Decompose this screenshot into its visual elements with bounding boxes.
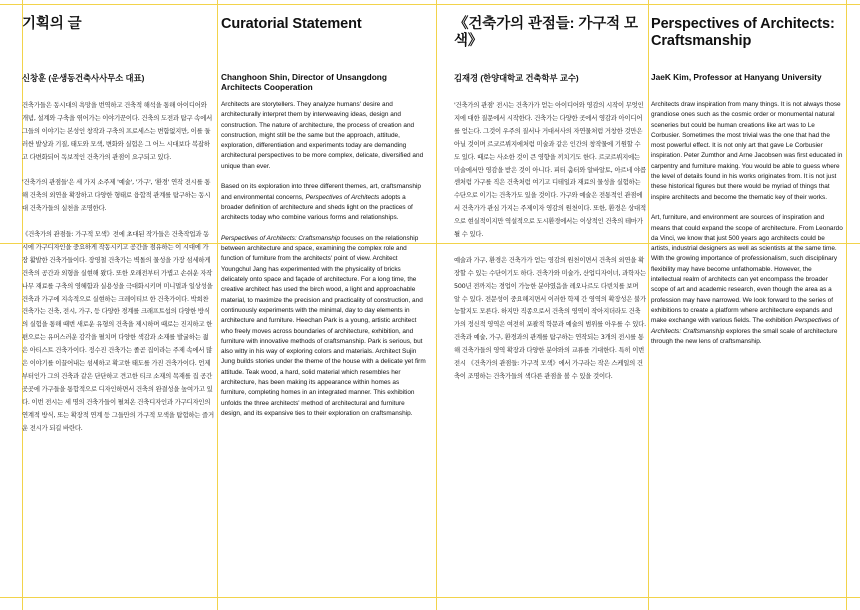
paragraph: Art, furniture, and environment are sources of inspiration and means that could expand the scope of architecture. From Leonardo da Vinci, we know that just 500 years ago architects could be artists, industrial designers as well as scientists at the same time. With the growing importance of professionalism, such disciplinary flexibility may have become unfathomable. However, the intellectual realm of architects can yet encompass the broader scope of art and academic research, even though the area as a profession may have narrowed. We look forward to the series of exhibitions to create a platform where architecture expands and make exchange with various fields. The exhibition Perspectives of Architects: Craftsmanship explores the small scale of architecture through the new lens of craftsmanship. <box>651 214 843 345</box>
guide-line <box>436 0 437 610</box>
column-author: Changhoon Shin, Director of Unsangdong Architects Cooperation <box>221 72 387 92</box>
paragraph: Perspectives of Architects: Craftsmanship focuses on the relationship between architecture and space, examining the complex role and function of furniture from the architects' point of view. Architect Youngchul Jang has experimented with the physicality of bricks delicately onto space and façade of architecture. For a long time, the creative architect has used the birch wood, a light and approachable material, to maximize the precision and practicality of construction, and continuously experiments with the minimal, day to day elements in architecture and furniture. Heechan Park is a young, artistic architect who freely moves across boundaries of architecture, exhibition, and furniture with innovative methods of craftsmanship. Park is serious, but also witty in his way of exploring colors and materials. Architect Sujin Jung builds stories under the theme of the house with a delicate yet firm attitude. Teak wood, a hard, solid material which resembles her architecture, has been making its appearance within homes as furniture, completing homes in an integrated manner. This exhibition unfolds the three architects' method of architectural and furniture design, and its expansive ties to their exploration on craftsmanship. <box>221 234 426 417</box>
column-title: Perspectives of Architects: Craftsmanship <box>651 16 835 49</box>
column-body <box>454 100 646 397</box>
paragraph: 예술과 가구, 환경은 건축가가 얻는 영감의 원천이면서 건축의 외연을 확장할 수 있는 수단이기도 하다. 건축가와 미술가, 산업디자이너, 과학자는 500년 전까지는 경업이 가능한 분야였음을 레오나르도 다빈치를 보며 알 수 있다. 전문성이 중요해지면서 이러한 학제 간 영역의 확장성은 불가능할지도 모른다. 하지만 직종으로서 건축의 영역이 작아지더라도 건축가의 정신적 영역은 여전히 포괄적 학문과 예술의 범위를 아우를 수 있다. 건축과 예술, 가구, 환경과의 관계를 탐구하는 연작되는 3개의 전시를 통해 건축가들의 영역 확장과 다양한 분야와의 교류를 기대한다. 특히 이번 전시 《건축가의 관점들: 가구적 모색》에서 가구라는 작은 스케일의 건축이 조명하는 건축가들의 색다른 관점을 볼 수 있을 것이다. <box>454 256 646 381</box>
column-english-curatorial <box>221 16 426 417</box>
column-title: Curatorial Statement <box>221 16 362 32</box>
column-body <box>651 100 843 357</box>
paragraph: '건축가의 관점들'은 세 가지 소주제 '예술', '가구', '환경' 연작 전시를 통해 건축의 외연을 확장하고 다양한 형태로 융합적 관계를 탐구하는 동시대 건축가들의 실천을 조명한다. <box>22 179 211 213</box>
column-author: 김재경 (한양대학교 건축학부 교수) <box>454 73 579 83</box>
paragraph: Architects are storytellers. They analyze humans' desire and architecturally interpret them by interweaving ideas, design and construction. The nature of architecture, the process of creation and construction, might still be the same but the approach, attitude, exploration, differentiation and experiments today are demanding architectural perspectives to be more complex, delicate, diversified and unique than ever. <box>221 101 424 170</box>
paragraph: 《건축가의 관점들: 가구적 모색》전에 초대된 작가들은 건축작업과 동시에 가구디자인을 중요하게 작동시키고 공간을 점유하는 이 시대에 가장 활발한 건축가들이다. 장영철 건축가는 벽돌의 물성을 가장 섬세하게 건축의 공간과 외형을 실현해 왔다. 또한 오래전부터 가볍고 손쉬운 자작나무 재료를 구축의 영혜함과 실용성을 극대화시키며 미니멀과 일상성을 건축과 가구에 지속적으로 실현하는 크레이티브 한 건축가이다. 박희찬 건축가는 건축, 전시, 가구, 등 다양한 경계를 크래프트섭의 다양한 방식의 실험을 통해 때번 새로운 유형의 건축을 제시하며 때로는 진지하고 한편으로는 유머스러운 감각을 펼치며 다양한 색감과 소재를 발굴하는 젊은 아티스트 건축가이다. 정수진 건축가는 졸곧 집이라는 주제 속에서 많은 이야기를 이끌어내는 섬세하고 확고한 태도를 가진 건축가이다. 언제부터인가 그의 건축과 같은 단단하고 견고한 티크 소재의 목재를 집 공간 곳곳에 가구들을 통합적으로 디자인하면서 건축의 완결성을 높여가고 있다. 이번 전시는 세 명의 건축가들이 펼쳐온 건축디자인과 가구디자인의 연계적 방식, 또는 확장적 연계 등 그들만의 가구적 모색을 탐험하는 즐거운 전시가 되길 바란다. <box>22 231 214 432</box>
column-korean-perspectives <box>454 16 646 381</box>
guide-line <box>217 0 218 610</box>
guide-line <box>0 597 860 598</box>
column-title: 기획의 글 <box>22 16 82 32</box>
paragraph: '건축가의 관점' 전시는 건축가가 얻는 아이디어와 영감의 시작이 무엇인지에 대한 질문에서 시작한다. 건축가는 다양한 곳에서 영감과 아이디어를 얻는다. 그것이 우주의 질서나 거대서사의 자연물처럼 거창한 것만은 아닐 것이며 르코르뷔지에처럼 미술과 같은 인간의 창작물에 기원할 수도 있다. 때로는 사소한 것이 큰 영향을 끼치기도 한다. 르코르뷔지에는 미술에서만 영감을 받은 것이 아니다. 피터 춤터와 알바알토, 아르네 야콥센처럼 가구를 직은 건축처럼 여기고 디테일과 재료의 물성을 실험하는 수단으로 이기는 건축가도 있을 것이다. 가구와 예술은 전통적인 관점에서 건축가가 관심 가지는 주제이자 영감의 원천이다. 또한, 환경은 상대적으로 현실적이지만 역설적으로 도시환경에서는 이상적인 건축의 테마가 될 수 있다. <box>454 102 646 239</box>
guide-line <box>648 0 649 610</box>
paragraph: 건축가들은 동시대의 욕망을 번역하고 건축적 해석을 통해 아이디어와 개념, 설계와 구축을 엮어가는 이야기꾼이다. 건축의 도전과 탐구 속에서 그들의 이야기는 본성인 창작과 구축의 프로세스는 변함없지만, 이를 둘러싼 발상과 기질, 태도와 모색, 변화와 실험은 그 어느 시대보다 복잡하고 다변화되어 독보적인 건축가의 관점이 요구되고 있다. <box>22 102 213 161</box>
paragraph: Architects draw inspiration from many things. It is not always those grandiose ones such as the cosmic order or monumental natural sceneries but could be human creations like art was to Le Corbusier. Sometimes the most trivial was the one that had the most powerful effect. It is not only art that gave Le Corbusier inspiration. Peter Zumthor and Arne Jacobsen was first educated in carpentry and furniture making. You would be able to guess where the level of details found in his works originates from. It is not just these historical figures but there would be myriad of things that inspire architects and become the thematic key of their works. <box>651 101 843 201</box>
column-english-perspectives <box>651 16 843 345</box>
guide-line <box>0 4 860 5</box>
column-korean-curatorial <box>22 16 214 432</box>
column-author: 신창훈 (운생동건축사사무소 대표) <box>22 73 145 83</box>
column-body <box>221 100 426 430</box>
column-author: JaeK Kim, Professor at Hanyang University <box>651 72 822 82</box>
column-title: 《건축가의 관점들: 가구적 모색》 <box>454 16 638 49</box>
paragraph: Based on its exploration into three different themes, art, craftsmanship and environmental concerns, Perspectives of Architects adopts a broader definition of architecture and sheds light on the practices of architects today who combine various forms and relationships. <box>221 183 421 222</box>
guide-line <box>846 0 847 610</box>
column-body <box>22 100 214 448</box>
